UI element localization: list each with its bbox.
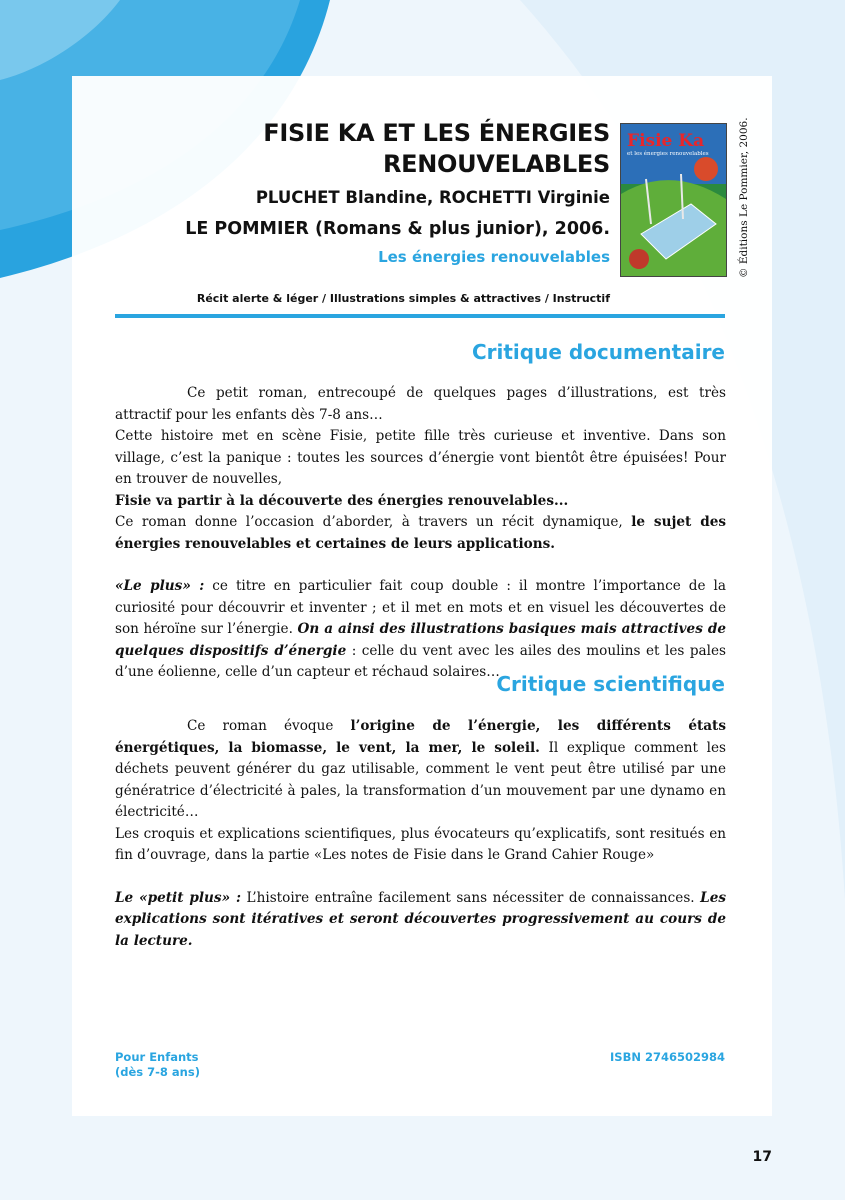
sci-paragraph-1-bold: l’origine de l’énergie, les différents états énergétiques, la biomasse, le vent, la mer, le soleil. [115,718,726,756]
cover-illustration [621,124,726,276]
book-authors: PLUCHET Blandine, ROCHETTI Virginie [255,188,610,207]
sci-paragraph-1-rest: Il explique comment les déchets peuvent générer du gaz utilisable, comment le vent peut être utilisé par une génératrice d’électricité à pales, la transformation d’un mouvement par une dynamo en électricité… [115,739,726,820]
audience-line-2: (dès 7-8 ans) [115,1065,200,1079]
book-cover-image [620,123,727,277]
book-theme: Les énergies renouvelables [378,248,610,266]
critique-scientifique-body [115,716,726,952]
book-tags: Récit alerte & léger / Illustrations simples & attractives / Instructif [196,292,610,305]
critique-documentaire-body [115,383,726,684]
doc-plus-paragraph [115,576,726,684]
doc-plus-end: : celle du vent avec les ailes des moulins et les pales d’une éolienne, celle d’un capteur et réchaud solaires… [115,642,726,680]
title-line-2: RENOUVELABLES [382,150,610,178]
title-line-1: FISIE KA ET LES ÉNERGIES [263,119,610,147]
sci-paragraph-2: Les croquis et explications scientifiques, plus évocateurs qu’explicatifs, sont resitués en fin d’ouvrage, dans la partie «Les notes de Fisie dans le Grand Cahier Rouge» [115,825,726,863]
doc-paragraph-3-text: Ce roman donne l’occasion d’aborder, à travers un récit dynamique, [115,514,623,530]
audience-label [115,1050,200,1080]
audience-line-1: Pour Enfants [115,1050,199,1064]
cover-title: Fisie Ka [627,131,705,151]
section-title-documentaire: Critique documentaire [471,340,725,364]
sci-petit-plus-label: Le «petit plus» : [115,889,241,906]
isbn-label: ISBN 2746502984 [610,1050,725,1064]
doc-paragraph-2-text: Cette histoire met en scène Fisie, petite fille très curieuse et inventive. Dans son village, c’est la panique : toutes les sources d’énergie vont bientôt être épuisées! Pour en trouver de nouvelles, [115,428,726,487]
sci-paragraph-1-text: Ce roman évoque [187,718,334,734]
page-number: 17 [752,1149,772,1165]
doc-paragraph-3 [115,512,726,555]
doc-paragraph-1: Ce petit roman, entrecoupé de quelques pages d’illustrations, est très attractif pour les enfants dès 7-8 ans… [115,385,726,423]
sci-petit-plus-text: L’histoire entraîne facilement sans nécessiter de connaissances. [246,889,695,906]
header-divider [115,314,725,318]
section-title-scientifique: Critique scientifique [496,672,725,696]
doc-paragraph-2-bold: Fisie va partir à la découverte des énergies renouvelables... [115,492,569,509]
doc-paragraph-2 [115,426,726,512]
book-publisher: LE POMMIER (Romans & plus junior), 2006. [185,219,610,239]
cover-subtitle: et les énergies renouvelables [627,151,709,157]
book-header [120,118,610,266]
doc-plus-text: ce titre en particulier fait coup double : il montre l’importance de la curiosité pour découvrir et inventer ; et il met en mots et en visuel les découvertes de son héroïne sur l’énergie. [115,578,726,637]
sci-paragraph-1 [115,716,726,824]
doc-plus-label: «Le plus» : [115,578,205,594]
sci-petit-plus-emphasis: Les explications sont itératives et seront découvertes progressivement au cours de la lecture. [115,889,727,949]
doc-plus-emphasis: On a ainsi des illustrations basiques mais attractives de quelques dispositifs d’énergie [115,621,726,659]
book-title [120,118,610,180]
sci-petit-plus-paragraph [115,888,726,953]
doc-paragraph-3-bold: le sujet des énergies renouvelables et certaines de leurs applications. [115,514,727,552]
copyright-notice: © Éditions Le Pommier, 2006. [738,117,750,278]
